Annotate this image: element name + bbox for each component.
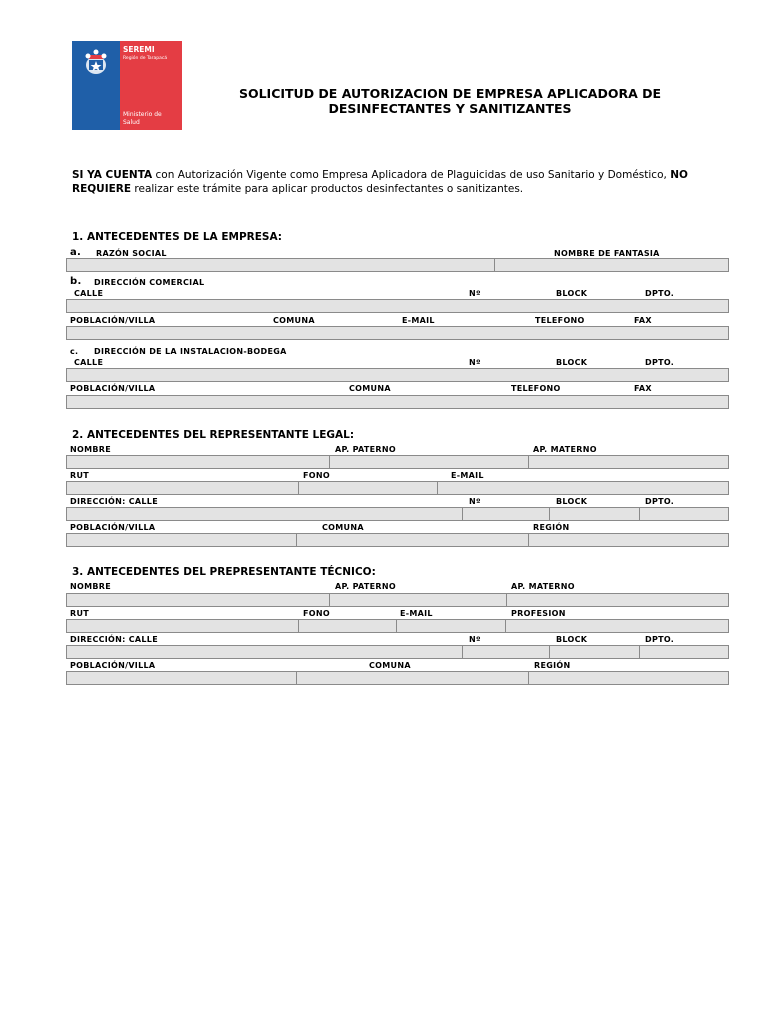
s1-poblacion-label: POBLACIÓN/VILLA — [70, 316, 156, 325]
section-2-heading: 2. ANTECEDENTES DEL REPRESENTANTE LEGAL: — [72, 429, 355, 441]
s1-razon-social-label: RAZÓN SOCIAL — [96, 249, 167, 258]
legal-block-input[interactable] — [550, 507, 640, 521]
s2-ap-paterno-label: AP. PATERNO — [335, 445, 396, 454]
logo-red-panel — [120, 41, 182, 130]
intro-text-1: con Autorización Vigente como Empresa Aplicadora de Plaguicidas de uso Sanitario y Doméstico, — [152, 169, 671, 181]
s1-dir-bodega-label: DIRECCIÓN DE LA INSTALACION-BODEGA — [94, 347, 287, 356]
tecnico-dpto-input[interactable] — [640, 645, 729, 659]
legal-rut-input[interactable] — [66, 481, 299, 495]
page-title — [190, 86, 710, 116]
s2-email-label: E-MAIL — [451, 471, 484, 480]
tecnico-email-input[interactable] — [397, 619, 506, 633]
comercial-poblacion-input[interactable] — [66, 326, 729, 340]
intro-bold-1: SI YA CUENTA — [72, 169, 153, 181]
tecnico-comuna-input[interactable] — [297, 671, 529, 685]
legal-fono-input[interactable] — [299, 481, 438, 495]
s2-numero-label: Nº — [469, 497, 481, 506]
s1-c-letter: c. — [70, 347, 79, 356]
s3-region-label: REGIÓN — [534, 661, 571, 670]
tecnico-rut-input[interactable] — [66, 619, 299, 633]
logo-name: SEREMI — [123, 45, 155, 54]
s3-fono-label: FONO — [303, 609, 330, 618]
section-3-heading: 3. ANTECEDENTES DEL PREPRESENTANTE TÉCNICO: — [72, 566, 376, 578]
legal-region-input[interactable] — [529, 533, 729, 547]
s1-telefono-label: TELEFONO — [535, 316, 585, 325]
tecnico-numero-input[interactable] — [463, 645, 550, 659]
s2-row-nombre — [66, 455, 729, 469]
s3-block-label: BLOCK — [556, 635, 588, 644]
s2-dpto-label: DPTO. — [645, 497, 675, 506]
s3-rut-label: RUT — [70, 609, 90, 618]
legal-comuna-input[interactable] — [297, 533, 529, 547]
seremi-logo — [72, 41, 182, 130]
tecnico-block-input[interactable] — [550, 645, 640, 659]
s2-rut-label: RUT — [70, 471, 90, 480]
tecnico-fono-input[interactable] — [299, 619, 397, 633]
title-line-2: DESINFECTANTES Y SANITIZANTES — [328, 101, 572, 116]
s1-calle-label: CALLE — [74, 289, 104, 298]
s1-comuna-label: COMUNA — [273, 316, 315, 325]
legal-ap-materno-input[interactable] — [529, 455, 729, 469]
tecnico-nombre-input[interactable] — [66, 593, 330, 607]
intro-text-2: realizar este trámite para aplicar productos desinfectantes o sanitizantes. — [131, 183, 524, 195]
s3-row-poblacion — [66, 671, 729, 685]
logo-region: Región de Tarapacá — [123, 56, 168, 61]
nombre-fantasia-input[interactable] — [495, 258, 729, 272]
s1-email-label: E-MAIL — [402, 316, 435, 325]
s3-row-direccion — [66, 645, 729, 659]
s1c-telefono-label: TELEFONO — [511, 384, 561, 393]
s3-ap-paterno-label: AP. PATERNO — [335, 582, 396, 591]
s1-b-letter: b. — [70, 276, 82, 287]
s1c-numero-label: Nº — [469, 358, 481, 367]
s2-poblacion-label: POBLACIÓN/VILLA — [70, 523, 156, 532]
s3-direccion-label: DIRECCIÓN: CALLE — [70, 635, 158, 644]
tecnico-poblacion-input[interactable] — [66, 671, 297, 685]
s1-row-calle — [66, 299, 729, 313]
tecnico-profesion-input[interactable] — [506, 619, 729, 633]
bodega-poblacion-input[interactable] — [66, 395, 729, 409]
tecnico-calle-input[interactable] — [66, 645, 463, 659]
s2-direccion-label: DIRECCIÓN: CALLE — [70, 497, 158, 506]
s3-ap-materno-label: AP. MATERNO — [511, 582, 575, 591]
s1c-row-poblacion — [66, 395, 729, 409]
s1c-calle-label: CALLE — [74, 358, 104, 367]
s2-row-rut — [66, 481, 729, 495]
tecnico-ap-materno-input[interactable] — [507, 593, 729, 607]
s1c-comuna-label: COMUNA — [349, 384, 391, 393]
s2-row-direccion — [66, 507, 729, 521]
s3-nombre-label: NOMBRE — [70, 582, 111, 591]
s3-poblacion-label: POBLACIÓN/VILLA — [70, 661, 156, 670]
tecnico-region-input[interactable] — [529, 671, 729, 685]
s1-dir-comercial-label: DIRECCIÓN COMERCIAL — [94, 278, 205, 287]
s2-region-label: REGIÓN — [533, 523, 570, 532]
s1-a-letter: a. — [70, 247, 82, 258]
s2-fono-label: FONO — [303, 471, 330, 480]
legal-nombre-input[interactable] — [66, 455, 330, 469]
bodega-calle-input[interactable] — [66, 368, 729, 382]
comercial-calle-input[interactable] — [66, 299, 729, 313]
intro-bold-2: NO REQUIERE — [72, 169, 688, 195]
s3-email-label: E-MAIL — [400, 609, 433, 618]
s1-row-poblacion — [66, 326, 729, 340]
s1c-dpto-label: DPTO. — [645, 358, 675, 367]
tecnico-ap-paterno-input[interactable] — [330, 593, 507, 607]
s1c-poblacion-label: POBLACIÓN/VILLA — [70, 384, 156, 393]
s1-fantasia-label: NOMBRE DE FANTASIA — [554, 249, 660, 258]
s1-numero-label: Nº — [469, 289, 481, 298]
legal-numero-input[interactable] — [463, 507, 550, 521]
s1c-fax-label: FAX — [634, 384, 652, 393]
s1c-row-calle — [66, 368, 729, 382]
s1c-block-label: BLOCK — [556, 358, 588, 367]
s1-fax-label: FAX — [634, 316, 652, 325]
s3-row-nombre — [66, 593, 729, 607]
logo-blue-panel — [72, 41, 120, 130]
s3-dpto-label: DPTO. — [645, 635, 675, 644]
s3-numero-label: Nº — [469, 635, 481, 644]
title-line-1: SOLICITUD DE AUTORIZACION DE EMPRESA APLICADORA DE — [238, 86, 662, 101]
s2-ap-materno-label: AP. MATERNO — [533, 445, 597, 454]
s1-row-razon — [66, 258, 729, 272]
s2-row-poblacion — [66, 533, 729, 547]
s3-row-rut — [66, 619, 729, 633]
legal-calle-input[interactable] — [66, 507, 463, 521]
s2-nombre-label: NOMBRE — [70, 445, 111, 454]
section-1-heading: 1. ANTECEDENTES DE LA EMPRESA: — [72, 231, 282, 243]
s2-comuna-label: COMUNA — [322, 523, 364, 532]
logo-ministry: Ministerio de Salud — [123, 111, 162, 126]
legal-email-input[interactable] — [438, 481, 729, 495]
s3-profesion-label: PROFESION — [511, 609, 566, 618]
coat-of-arms-icon — [80, 47, 112, 79]
legal-ap-paterno-input[interactable] — [330, 455, 529, 469]
razon-social-input[interactable] — [66, 258, 495, 272]
s2-block-label: BLOCK — [556, 497, 588, 506]
s1-dpto-label: DPTO. — [645, 289, 675, 298]
legal-poblacion-input[interactable] — [66, 533, 297, 547]
intro-paragraph — [72, 168, 732, 196]
legal-dpto-input[interactable] — [640, 507, 729, 521]
s3-comuna-label: COMUNA — [369, 661, 411, 670]
s1-block-label: BLOCK — [556, 289, 588, 298]
